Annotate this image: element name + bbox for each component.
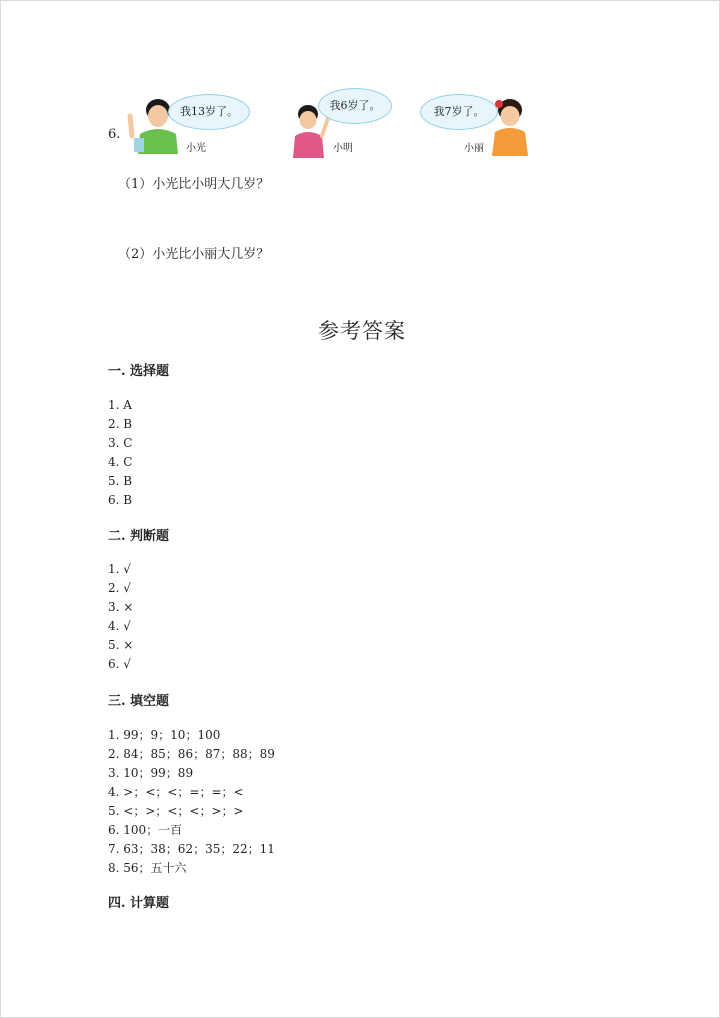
- list-item: 1. 99；9；10；100: [108, 728, 221, 742]
- name-xiaoli: 小丽: [464, 143, 484, 154]
- section-heading: 四. 计算题: [108, 896, 170, 911]
- name-xiaoguang: 小光: [186, 143, 206, 154]
- list-item: 7. 63；38；62；35；22；11: [108, 842, 275, 856]
- list-item: 8. 56；五十六: [108, 861, 187, 875]
- list-item: 5. B: [108, 474, 133, 488]
- list-item: 6. B: [108, 493, 133, 507]
- answer-list: [108, 560, 133, 674]
- speech-bubble-xiaoli: 我7岁了。: [420, 94, 498, 130]
- list-item: 4. C: [108, 455, 133, 469]
- answers-title: 参考答案: [318, 319, 406, 343]
- list-item: 6. √: [108, 657, 131, 671]
- girl-xiaoli-illustration: [488, 98, 532, 156]
- section-heading: 三. 填空题: [108, 694, 170, 709]
- speech-bubble-xiaoguang: 我13岁了。: [168, 94, 250, 130]
- list-item: 3. C: [108, 436, 133, 450]
- sub-question-2: （2）小光比小丽大几岁？: [118, 247, 270, 262]
- list-item: 2. √: [108, 581, 131, 595]
- list-item: 3. ×: [108, 600, 134, 614]
- list-item: 1. √: [108, 562, 131, 576]
- answer-list: [108, 396, 132, 510]
- list-item: 3. 10；99；89: [108, 766, 194, 780]
- question-number: 6.: [108, 127, 121, 142]
- name-xiaoming: 小明: [333, 143, 353, 154]
- section-heading: 二. 判断题: [108, 529, 170, 544]
- list-item: 2. B: [108, 417, 133, 431]
- list-item: 1. A: [108, 398, 132, 412]
- section-heading: 一. 选择题: [108, 364, 170, 379]
- answer-list: [108, 726, 275, 878]
- speech-bubble-xiaoming: 我6岁了。: [318, 88, 392, 124]
- sub-question-1: （1）小光比小明大几岁？: [118, 177, 270, 192]
- list-item: 6. 100；一百: [108, 823, 183, 837]
- list-item: 5. ×: [108, 638, 134, 652]
- list-item: 5. <；>；<；<；>；>: [108, 804, 244, 818]
- list-item: 4. >；<；<；=；=；<: [108, 785, 244, 799]
- list-item: 4. √: [108, 619, 131, 633]
- list-item: 2. 84；85；86；87；88；89: [108, 747, 275, 761]
